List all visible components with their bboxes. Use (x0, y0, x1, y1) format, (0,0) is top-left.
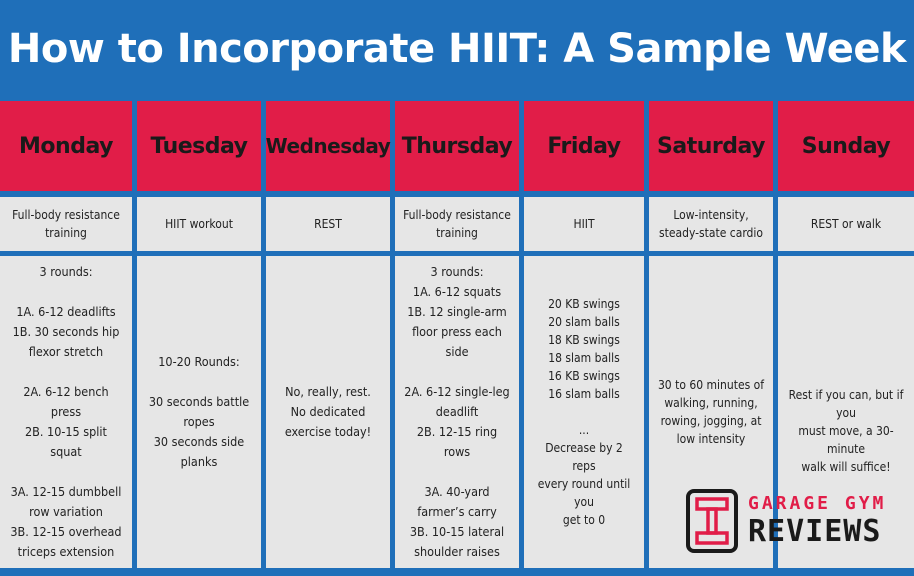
day-header-tuesday: Tuesday (137, 101, 261, 191)
workout-type-friday: HIIT (524, 197, 644, 251)
workout-type-wednesday: REST (266, 197, 390, 251)
workout-type-tuesday: HIIT workout (137, 197, 261, 251)
details-friday: 20 KB swings 20 slam balls 18 KB swings 18 slam balls 16 KB swings 16 slam balls ... Decrease by 2 reps every round until you get to 0 (524, 256, 644, 568)
dumbbell-logo-icon (686, 489, 738, 553)
day-header-wednesday: Wednesday (266, 101, 390, 191)
workout-type-monday: Full-body resistance training (0, 197, 132, 251)
details-tuesday: 10-20 Rounds: 30 seconds battle ropes 30 seconds side planks (137, 256, 261, 568)
workout-type-saturday: Low-intensity, steady-state cardio (649, 197, 773, 251)
logo-text-top: GARAGE GYM (748, 493, 887, 514)
day-header-friday: Friday (524, 101, 644, 191)
details-saturday: 30 to 60 minutes of walking, running, rowing, jogging, at low intensity (649, 256, 773, 568)
garage-gym-reviews-logo (686, 487, 906, 555)
workout-type-sunday: REST or walk (778, 197, 914, 251)
details-monday: 3 rounds: 1A. 6-12 deadlifts 1B. 30 seconds hip flexor stretch 2A. 6-12 bench press 2B. 10-15 split squat 3A. 12-15 dumbbell row variation 3B. 12-15 overhead triceps extension (0, 256, 132, 568)
details-wednesday: No, really, rest. No dedicated exercise today! (266, 256, 390, 568)
details-sunday: Rest if you can, but if you must move, a 30-minute walk will suffice! (778, 256, 914, 568)
day-header-thursday: Thursday (395, 101, 519, 191)
workout-type-thursday: Full-body resistance training (395, 197, 519, 251)
page-title: How to Incorporate HIIT: A Sample Week (7, 26, 907, 72)
day-header-saturday: Saturday (649, 101, 773, 191)
day-header-sunday: Sunday (778, 101, 914, 191)
logo-text-bottom: REVIEWS (748, 514, 882, 549)
details-thursday: 3 rounds: 1A. 6-12 squats 1B. 12 single-arm floor press each side 2A. 6-12 single-leg deadlift 2B. 12-15 ring rows 3A. 40-yard farmer’s carry 3B. 10-15 lateral shoulder raises (395, 256, 519, 568)
day-header-monday: Monday (0, 101, 132, 191)
